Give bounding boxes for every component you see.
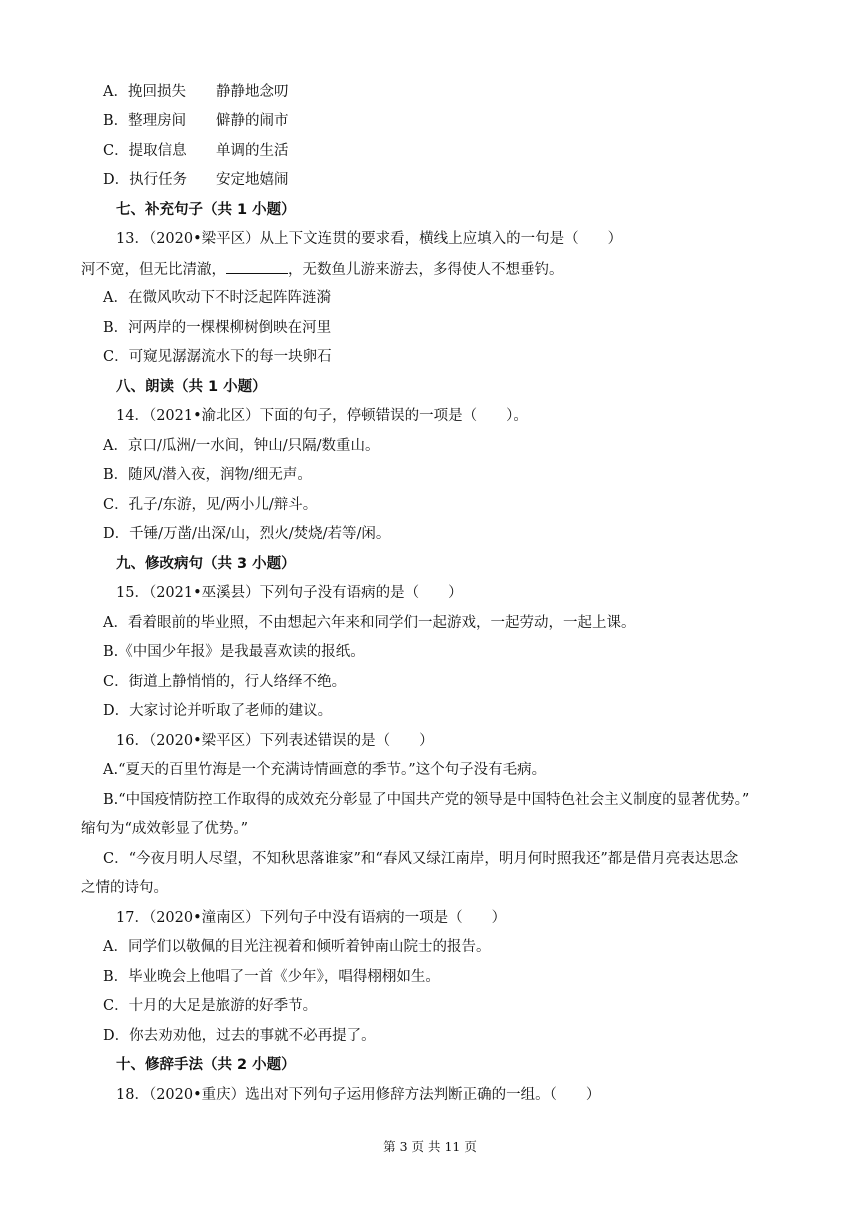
option-row [103,141,289,161]
option-continuation: 之情的诗句。 [81,880,168,896]
sentence-end: ，无数鱼儿游来游去，多得使人不想垂钓。 [288,262,564,278]
section-heading: 七、补充句子（共 1 小题） [116,202,296,218]
option-continuation: 缩句为“成效彰显了优势。” [81,821,249,837]
section-heading: 十、修辞手法（共 2 小题） [116,1057,296,1073]
option-right: 单调的生活 [216,143,289,159]
section-heading: 八、朗读（共 1 小题） [116,379,267,395]
option: B．毕业晚会上他唱了一首《少年》，唱得栩栩如生。 [103,969,440,985]
question-13: 13．（2020•梁平区）从上下文连贯的要求看，横线上应填入的一句是（ ） [116,231,623,247]
option-left: D．执行任务 [103,172,188,188]
question-18: 18．（2020•重庆）选出对下列句子运用修辞方法判断正确的一组。（ ） [116,1087,601,1103]
option: C．街道上静悄悄的，行人络绎不绝。 [103,674,347,690]
option: D．千锤/万凿/出深/山，烈火/焚烧/若等/闲。 [103,526,391,542]
question-14: 14．（2021•渝北区）下面的句子，停顿错误的一项是（ ）。 [116,408,528,424]
option-right: 安定地嬉闹 [216,172,289,188]
option: B.《中国少年报》是我最喜欢读的报纸。 [103,644,365,660]
option-left: C．提取信息 [103,143,187,159]
option: C．十月的大足是旅游的好季节。 [103,998,318,1014]
option: A.“夏天的百里竹海是一个充满诗情画意的季节。”这个句子没有毛病。 [103,762,547,778]
question-13-sentence [81,259,564,280]
option-left: A．挽回损失 [103,84,186,100]
option: C．孔子/东游，见/两小儿/辩斗。 [103,497,318,513]
option: A．同学们以敬佩的目光注视着和倾听着钟南山院士的报告。 [103,939,491,955]
option: C．可窥见潺潺流水下的每一块卵石 [103,349,332,365]
option: A．看着眼前的毕业照，不由想起六年来和同学们一起游戏，一起劳动，一起上课。 [103,615,636,631]
sentence-start: 河不宽，但无比清澈， [81,262,226,278]
option: C．“今夜月明人尽望，不知秋思落谁家”和“春风又绿江南岸，明月何时照我还”都是借月亮表达思念 [103,851,739,867]
question-15: 15．（2021•巫溪县）下列句子没有语病的是（ ） [116,585,463,601]
option: A．京口/瓜洲/一水间，钟山/只隔/数重山。 [103,438,380,454]
option: A．在微风吹动下不时泛起阵阵涟漪 [103,290,331,306]
option-row [103,170,289,190]
option-row [103,82,289,102]
option-right: 僻静的闹市 [216,113,289,129]
option: D．大家讨论并听取了老师的建议。 [103,703,333,719]
option: B．河两岸的一棵棵柳树倒映在河里 [103,320,332,336]
option-left: B．整理房间 [103,113,187,129]
question-16: 16．（2020•梁平区）下列表述错误的是（ ） [116,733,434,749]
fill-blank [226,259,288,274]
option: B.“中国疫情防控工作取得的成效充分彰显了中国共产党的领导是中国特色社会主义制度的显著优势。” [103,792,750,808]
question-17: 17．（2020•潼南区）下列句子中没有语病的一项是（ ） [116,910,507,926]
page-footer: 第 3 页 共 11 页 [383,1139,477,1154]
section-heading: 九、修改病句（共 3 小题） [116,556,296,572]
option: B．随风/潜入夜，润物/细无声。 [103,467,312,483]
option: D．你去劝劝他，过去的事就不必再提了。 [103,1028,376,1044]
option-row [103,111,289,131]
option-right: 静静地念叨 [216,84,289,100]
